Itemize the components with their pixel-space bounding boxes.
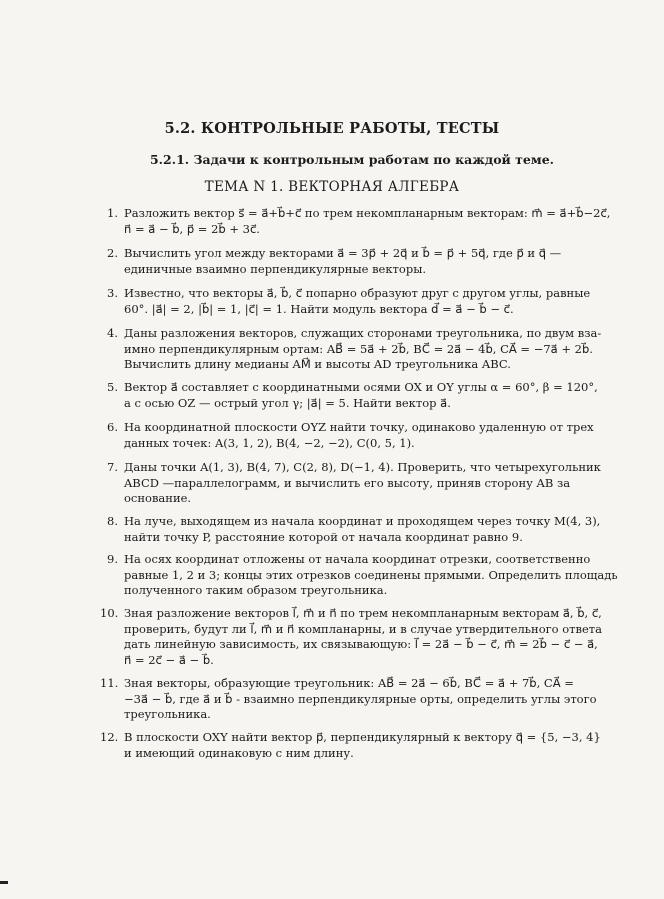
problem-number: 5. bbox=[107, 380, 118, 394]
problem-line: дать линейную зависимость, их связывающую: l⃗ = 2a⃗ − b⃗ − c⃗, m⃗ = 2b⃗ − c⃗ − a⃗, bbox=[124, 637, 598, 651]
problem-item bbox=[100, 206, 611, 237]
problem-line: найти точку P, расстояние которой от начала координат равно 9. bbox=[124, 529, 523, 544]
problem-number: 4. bbox=[107, 326, 118, 340]
problem-number: 2. bbox=[107, 246, 118, 260]
problem-item bbox=[100, 676, 597, 723]
problem-number: 1. bbox=[107, 206, 118, 220]
problem-text bbox=[124, 380, 598, 411]
subsection-title: 5.2.1. Задачи к контрольным работам по каждой теме. bbox=[149, 152, 555, 167]
problem-line: основание. bbox=[124, 491, 192, 505]
problem-line: n⃗ = 2c⃗ − a⃗ − b⃗. bbox=[124, 652, 214, 667]
problem-text bbox=[124, 606, 603, 668]
problem-line: −3a⃗ − b⃗, где a⃗ и b⃗ - взаимно перпендикулярные орты, определить углы этого bbox=[124, 691, 597, 706]
problem-item bbox=[100, 380, 598, 411]
problem-text bbox=[124, 326, 602, 373]
problem-line: В плоскости OXY найти вектор p⃗, перпендикулярный к вектору q⃗ = {5, −3, 4} bbox=[124, 730, 601, 744]
problem-item bbox=[100, 326, 602, 373]
problem-line: На осях координат отложены от начала координат отрезки, соответственно bbox=[124, 552, 591, 566]
problem-text bbox=[124, 676, 597, 723]
problem-number: 12. bbox=[100, 730, 119, 744]
problem-line: На луче, выходящем из начала координат и проходящем через точку M(4, 3), bbox=[124, 514, 601, 528]
problem-line: Даны разложения векторов, служащих сторонами треугольника, по двум вза- bbox=[124, 326, 602, 340]
problem-line: единичные взаимно перпендикулярные векторы. bbox=[124, 261, 427, 276]
problem-line: Зная векторы, образующие треугольник: AB⃗ = 2a⃗ − 6b⃗, BC⃗ = a⃗ + 7b⃗, CA⃗ = bbox=[124, 676, 574, 690]
problem-text bbox=[124, 460, 601, 507]
problem-number: 10. bbox=[100, 606, 119, 620]
problem-line: Разложить вектор s⃗ = a⃗+b⃗+c⃗ по трем некомпланарным векторам: m⃗ = a⃗+b⃗−2c⃗, bbox=[124, 206, 611, 220]
problem-line: ABCD —параллелограмм, и вычислить его высоту, приняв сторону AB за bbox=[124, 475, 571, 490]
problem-line: а с осью OZ — острый угол γ; |a⃗| = 5. Найти вектор a⃗. bbox=[124, 395, 451, 410]
problem-text bbox=[124, 514, 601, 545]
problem-number: 11. bbox=[100, 676, 119, 690]
problem-text bbox=[124, 730, 601, 761]
problem-number: 6. bbox=[107, 420, 118, 434]
topic-title: ТЕМА N 1. ВЕКТОРНАЯ АЛГЕБРА bbox=[204, 179, 460, 195]
problem-item bbox=[100, 246, 590, 277]
problem-line: Известно, что векторы a⃗, b⃗, c⃗ попарно образуют друг с другом углы, равные bbox=[124, 286, 591, 300]
problem-number: 3. bbox=[107, 286, 118, 300]
problem-text bbox=[124, 552, 618, 599]
problem-line: n⃗ = a⃗ − b⃗, p⃗ = 2b⃗ + 3c⃗. bbox=[124, 221, 260, 236]
problem-item bbox=[100, 514, 601, 545]
problem-line: На координатной плоскости OYZ найти точку, одинаково удаленную от трех bbox=[124, 420, 594, 434]
problem-line: треугольника. bbox=[124, 707, 211, 721]
problem-number: 9. bbox=[107, 552, 118, 566]
problem-line: и имеющий одинаковую с ним длину. bbox=[124, 745, 354, 760]
problem-item bbox=[100, 286, 590, 317]
scan-edge-mark bbox=[0, 881, 8, 884]
problem-text bbox=[124, 206, 611, 237]
problem-line: данных точек: A(3, 1, 2), B(4, −2, −2), C(0, 5, 1). bbox=[124, 435, 415, 450]
problem-line: полученного таким образом треугольника. bbox=[124, 583, 388, 597]
problem-item bbox=[100, 460, 601, 507]
section-title: 5.2. КОНТРОЛЬНЫЕ РАБОТЫ, ТЕСТЫ bbox=[164, 120, 500, 137]
problem-text bbox=[124, 420, 594, 451]
problem-text bbox=[124, 286, 590, 317]
problem-line: Вычислить угол между векторами a⃗ = 3p⃗ + 2q⃗ и b⃗ = p⃗ + 5q⃗, где p⃗ и q⃗ — bbox=[124, 246, 562, 260]
problem-item bbox=[100, 552, 618, 599]
problem-number: 7. bbox=[107, 460, 118, 474]
problem-line: Зная разложение векторов l⃗, m⃗ и n⃗ по трем некомпланарным векторам a⃗, b⃗, c⃗, bbox=[124, 606, 602, 620]
problem-text bbox=[124, 246, 590, 277]
problem-item bbox=[100, 730, 601, 761]
problem-line: Даны точки A(1, 3), B(4, 7), C(2, 8), D(−1, 4). Проверить, что четырехугольник bbox=[124, 460, 601, 474]
problem-item bbox=[100, 606, 603, 668]
problem-item bbox=[100, 420, 594, 451]
problem-line: Вектор a⃗ составляет с координатными осями OX и OY углы α = 60°, β = 120°, bbox=[124, 380, 598, 394]
problem-line: 60°. |a⃗| = 2, |b⃗| = 1, |c⃗| = 1. Найти модуль вектора d⃗ = a⃗ − b⃗ − c⃗. bbox=[124, 301, 514, 316]
problem-line: равные 1, 2 и 3; концы этих отрезков соединены прямыми. Определить площадь bbox=[124, 567, 618, 582]
problem-line: проверить, будут ли l⃗, m⃗ и n⃗ компланарны, и в случае утвердительного ответа bbox=[124, 621, 603, 636]
problem-line: имно перпендикулярным ортам: AB⃗ = 5a⃗ + 2b⃗, BC⃗ = 2a⃗ − 4b⃗, CA⃗ = −7a⃗ + 2b⃗. bbox=[124, 341, 593, 356]
problem-number: 8. bbox=[107, 514, 118, 528]
problem-line: Вычислить длину медианы AM⃗ и высоты AD треугольника ABC. bbox=[124, 357, 511, 371]
